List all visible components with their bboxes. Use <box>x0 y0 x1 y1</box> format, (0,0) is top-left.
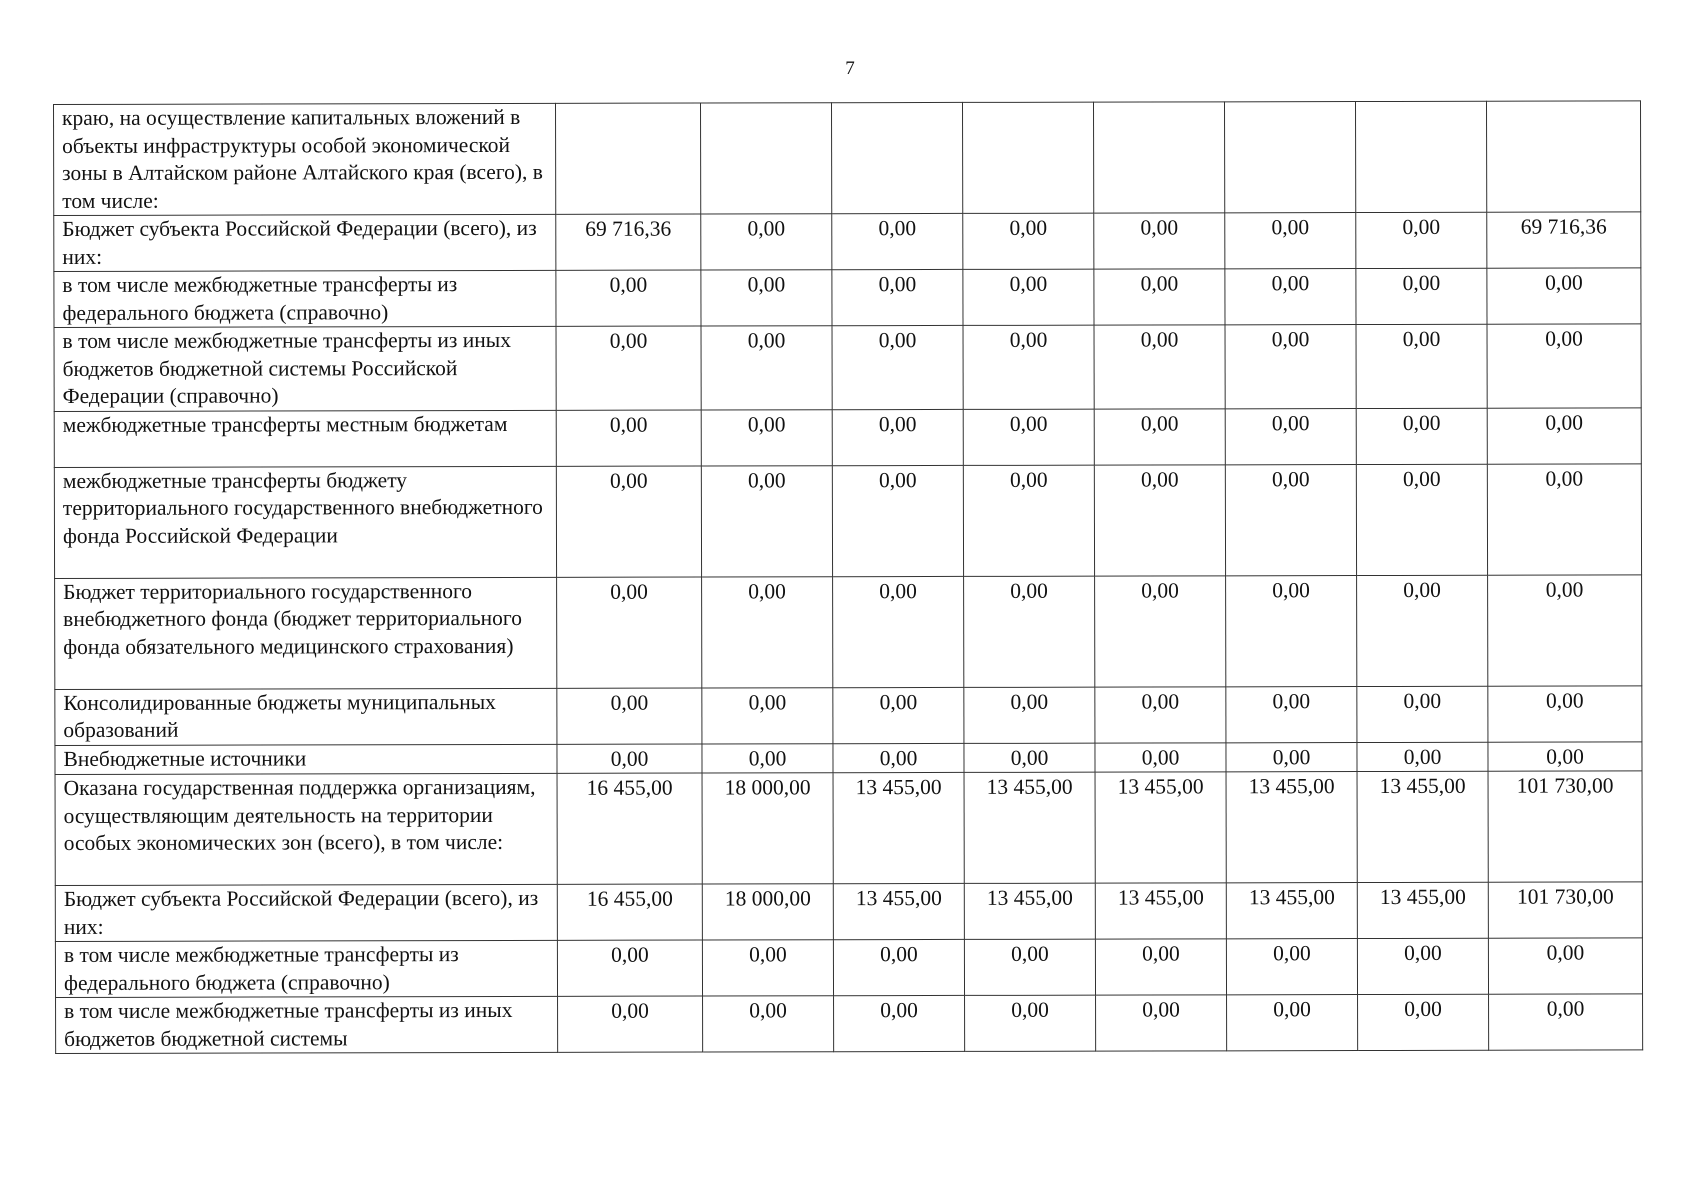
value-cell: 0,00 <box>703 996 834 1052</box>
value-cell: 0,00 <box>1094 325 1225 409</box>
row-label: Оказана государственная поддержка организациям, осуществляющим деятельность на территории особых экономических зон (всего), в том числе: <box>55 773 557 885</box>
value-cell: 13 455,00 <box>833 772 964 883</box>
value-cell: 0,00 <box>1357 938 1488 994</box>
value-cell: 0,00 <box>965 995 1096 1051</box>
value-cell: 0,00 <box>963 465 1094 576</box>
value-cell: 0,00 <box>1096 995 1227 1051</box>
value-cell: 0,00 <box>963 409 1094 465</box>
value-cell: 0,00 <box>1356 408 1487 464</box>
value-cell: 0,00 <box>833 576 964 687</box>
value-cell: 0,00 <box>832 465 963 576</box>
value-cell: 0,00 <box>1356 212 1487 268</box>
value-cell: 0,00 <box>1357 575 1488 686</box>
table-row <box>55 574 1642 689</box>
value-cell: 0,00 <box>1225 213 1356 269</box>
value-cell: 0,00 <box>964 687 1095 743</box>
table-row <box>54 463 1641 578</box>
value-cell: 0,00 <box>1225 325 1356 409</box>
value-cell: 0,00 <box>1489 994 1643 1050</box>
row-label: межбюджетные трансферты местным бюджетам <box>54 410 556 467</box>
value-cell: 0,00 <box>1488 685 1642 741</box>
value-cell: 0,00 <box>1226 742 1357 772</box>
value-cell: 69 716,36 <box>556 214 701 270</box>
row-label: в том числе межбюджетные трансферты из иных бюджетов бюджетной системы Российской Федерации (справочно) <box>54 326 556 411</box>
value-cell: 0,00 <box>702 743 833 773</box>
value-cell: 13 455,00 <box>964 883 1095 939</box>
value-cell: 0,00 <box>834 995 965 1051</box>
value-cell <box>555 103 700 214</box>
table-row <box>54 324 1641 411</box>
value-cell: 0,00 <box>1225 408 1356 464</box>
value-cell: 0,00 <box>1356 268 1487 324</box>
value-cell: 0,00 <box>1095 686 1226 742</box>
value-cell <box>962 102 1093 213</box>
value-cell: 0,00 <box>832 325 963 409</box>
value-cell: 0,00 <box>701 409 832 465</box>
row-label: Бюджет территориального государственного внебюджетного фонда (бюджет территориального фонда обязательного медицинского страхования) <box>55 577 557 689</box>
value-cell: 0,00 <box>701 270 832 326</box>
value-cell: 0,00 <box>833 743 964 773</box>
value-cell: 0,00 <box>832 213 963 269</box>
value-cell: 0,00 <box>964 939 1095 995</box>
value-cell: 0,00 <box>557 940 702 996</box>
value-cell: 0,00 <box>701 214 832 270</box>
value-cell: 0,00 <box>1225 269 1356 325</box>
value-cell <box>1093 102 1224 213</box>
table-row <box>55 771 1642 886</box>
value-cell: 0,00 <box>1095 742 1226 772</box>
row-label: межбюджетные трансферты бюджету территориального государственного внебюджетного фонда Российской Федерации <box>54 466 556 578</box>
value-cell: 0,00 <box>702 940 833 996</box>
value-cell: 16 455,00 <box>557 773 702 884</box>
value-cell: 0,00 <box>701 326 832 410</box>
value-cell: 0,00 <box>1487 268 1641 324</box>
table-row <box>55 938 1642 998</box>
value-cell: 0,00 <box>557 744 702 774</box>
table-row <box>55 741 1642 774</box>
value-cell: 0,00 <box>1226 686 1357 742</box>
value-cell: 13 455,00 <box>1095 772 1226 883</box>
row-label: Бюджет субъекта Российской Федерации (всего), из них: <box>54 214 556 271</box>
value-cell: 0,00 <box>1095 575 1226 686</box>
value-cell: 0,00 <box>702 687 833 743</box>
value-cell: 0,00 <box>1488 741 1642 771</box>
page-number: 7 <box>845 58 855 79</box>
value-cell: 0,00 <box>1094 464 1225 575</box>
table-row <box>56 994 1643 1054</box>
value-cell: 0,00 <box>1358 994 1489 1050</box>
value-cell: 0,00 <box>558 996 703 1052</box>
value-cell: 0,00 <box>1487 463 1641 574</box>
value-cell <box>1486 101 1640 212</box>
value-cell <box>1224 102 1355 213</box>
value-cell: 0,00 <box>1487 407 1641 463</box>
value-cell: 0,00 <box>556 466 701 577</box>
value-cell: 0,00 <box>557 688 702 744</box>
value-cell: 16 455,00 <box>557 884 702 940</box>
row-label: Консолидированные бюджеты муниципальных образований <box>55 688 557 745</box>
table-row <box>54 101 1641 216</box>
value-cell: 0,00 <box>964 576 1095 687</box>
row-label: в том числе межбюджетные трансферты из федерального бюджета (справочно) <box>55 940 557 997</box>
value-cell: 0,00 <box>702 576 833 687</box>
value-cell: 0,00 <box>1356 464 1487 575</box>
value-cell: 18 000,00 <box>702 773 833 884</box>
value-cell: 101 730,00 <box>1488 771 1642 882</box>
row-label: в том числе межбюджетные трансферты из федерального бюджета (справочно) <box>54 270 556 327</box>
value-cell: 0,00 <box>833 939 964 995</box>
row-label: в том числе межбюджетные трансферты из иных бюджетов бюджетной системы <box>56 996 558 1053</box>
value-cell: 18 000,00 <box>702 884 833 940</box>
value-cell: 0,00 <box>1487 324 1641 408</box>
value-cell: 0,00 <box>963 269 1094 325</box>
value-cell: 13 455,00 <box>833 883 964 939</box>
value-cell: 0,00 <box>701 465 832 576</box>
value-cell: 0,00 <box>1357 686 1488 742</box>
value-cell: 13 455,00 <box>1357 882 1488 938</box>
value-cell: 0,00 <box>1488 938 1642 994</box>
row-label: Бюджет субъекта Российской Федерации (всего), из них: <box>55 884 557 941</box>
value-cell: 101 730,00 <box>1488 882 1642 938</box>
table-row <box>54 268 1641 328</box>
value-cell: 0,00 <box>1357 742 1488 772</box>
value-cell: 0,00 <box>1094 408 1225 464</box>
value-cell: 0,00 <box>1488 574 1642 685</box>
value-cell: 0,00 <box>1226 575 1357 686</box>
table-body <box>54 101 1643 1054</box>
value-cell: 13 455,00 <box>1226 772 1357 883</box>
value-cell: 0,00 <box>833 687 964 743</box>
value-cell: 0,00 <box>832 269 963 325</box>
value-cell: 0,00 <box>1227 995 1358 1051</box>
value-cell: 13 455,00 <box>964 772 1095 883</box>
value-cell: 0,00 <box>963 213 1094 269</box>
value-cell: 0,00 <box>1226 939 1357 995</box>
value-cell: 0,00 <box>963 325 1094 409</box>
value-cell <box>1355 101 1486 212</box>
value-cell: 13 455,00 <box>1095 883 1226 939</box>
value-cell: 0,00 <box>1094 269 1225 325</box>
value-cell: 0,00 <box>1356 324 1487 408</box>
value-cell: 13 455,00 <box>1357 771 1488 882</box>
table-row <box>55 882 1642 942</box>
value-cell: 69 716,36 <box>1487 212 1641 268</box>
row-label: краю, на осуществление капитальных вложений в объекты инфраструктуры особой экономической зоны в Алтайском районе Алтайского края (всего), в том числе: <box>54 103 556 215</box>
value-cell: 0,00 <box>556 326 701 410</box>
value-cell: 0,00 <box>1094 213 1225 269</box>
value-cell <box>700 103 831 214</box>
row-label: Внебюджетные источники <box>55 744 557 775</box>
budget-table <box>53 100 1643 1054</box>
table-row <box>54 407 1641 467</box>
value-cell: 0,00 <box>556 410 701 466</box>
value-cell: 13 455,00 <box>1226 883 1357 939</box>
table-row <box>55 685 1642 745</box>
value-cell: 0,00 <box>832 409 963 465</box>
value-cell: 0,00 <box>556 270 701 326</box>
value-cell: 0,00 <box>1095 939 1226 995</box>
value-cell: 0,00 <box>964 743 1095 773</box>
table-row <box>54 212 1641 272</box>
value-cell <box>831 102 962 213</box>
value-cell: 0,00 <box>557 577 702 688</box>
value-cell: 0,00 <box>1225 464 1356 575</box>
